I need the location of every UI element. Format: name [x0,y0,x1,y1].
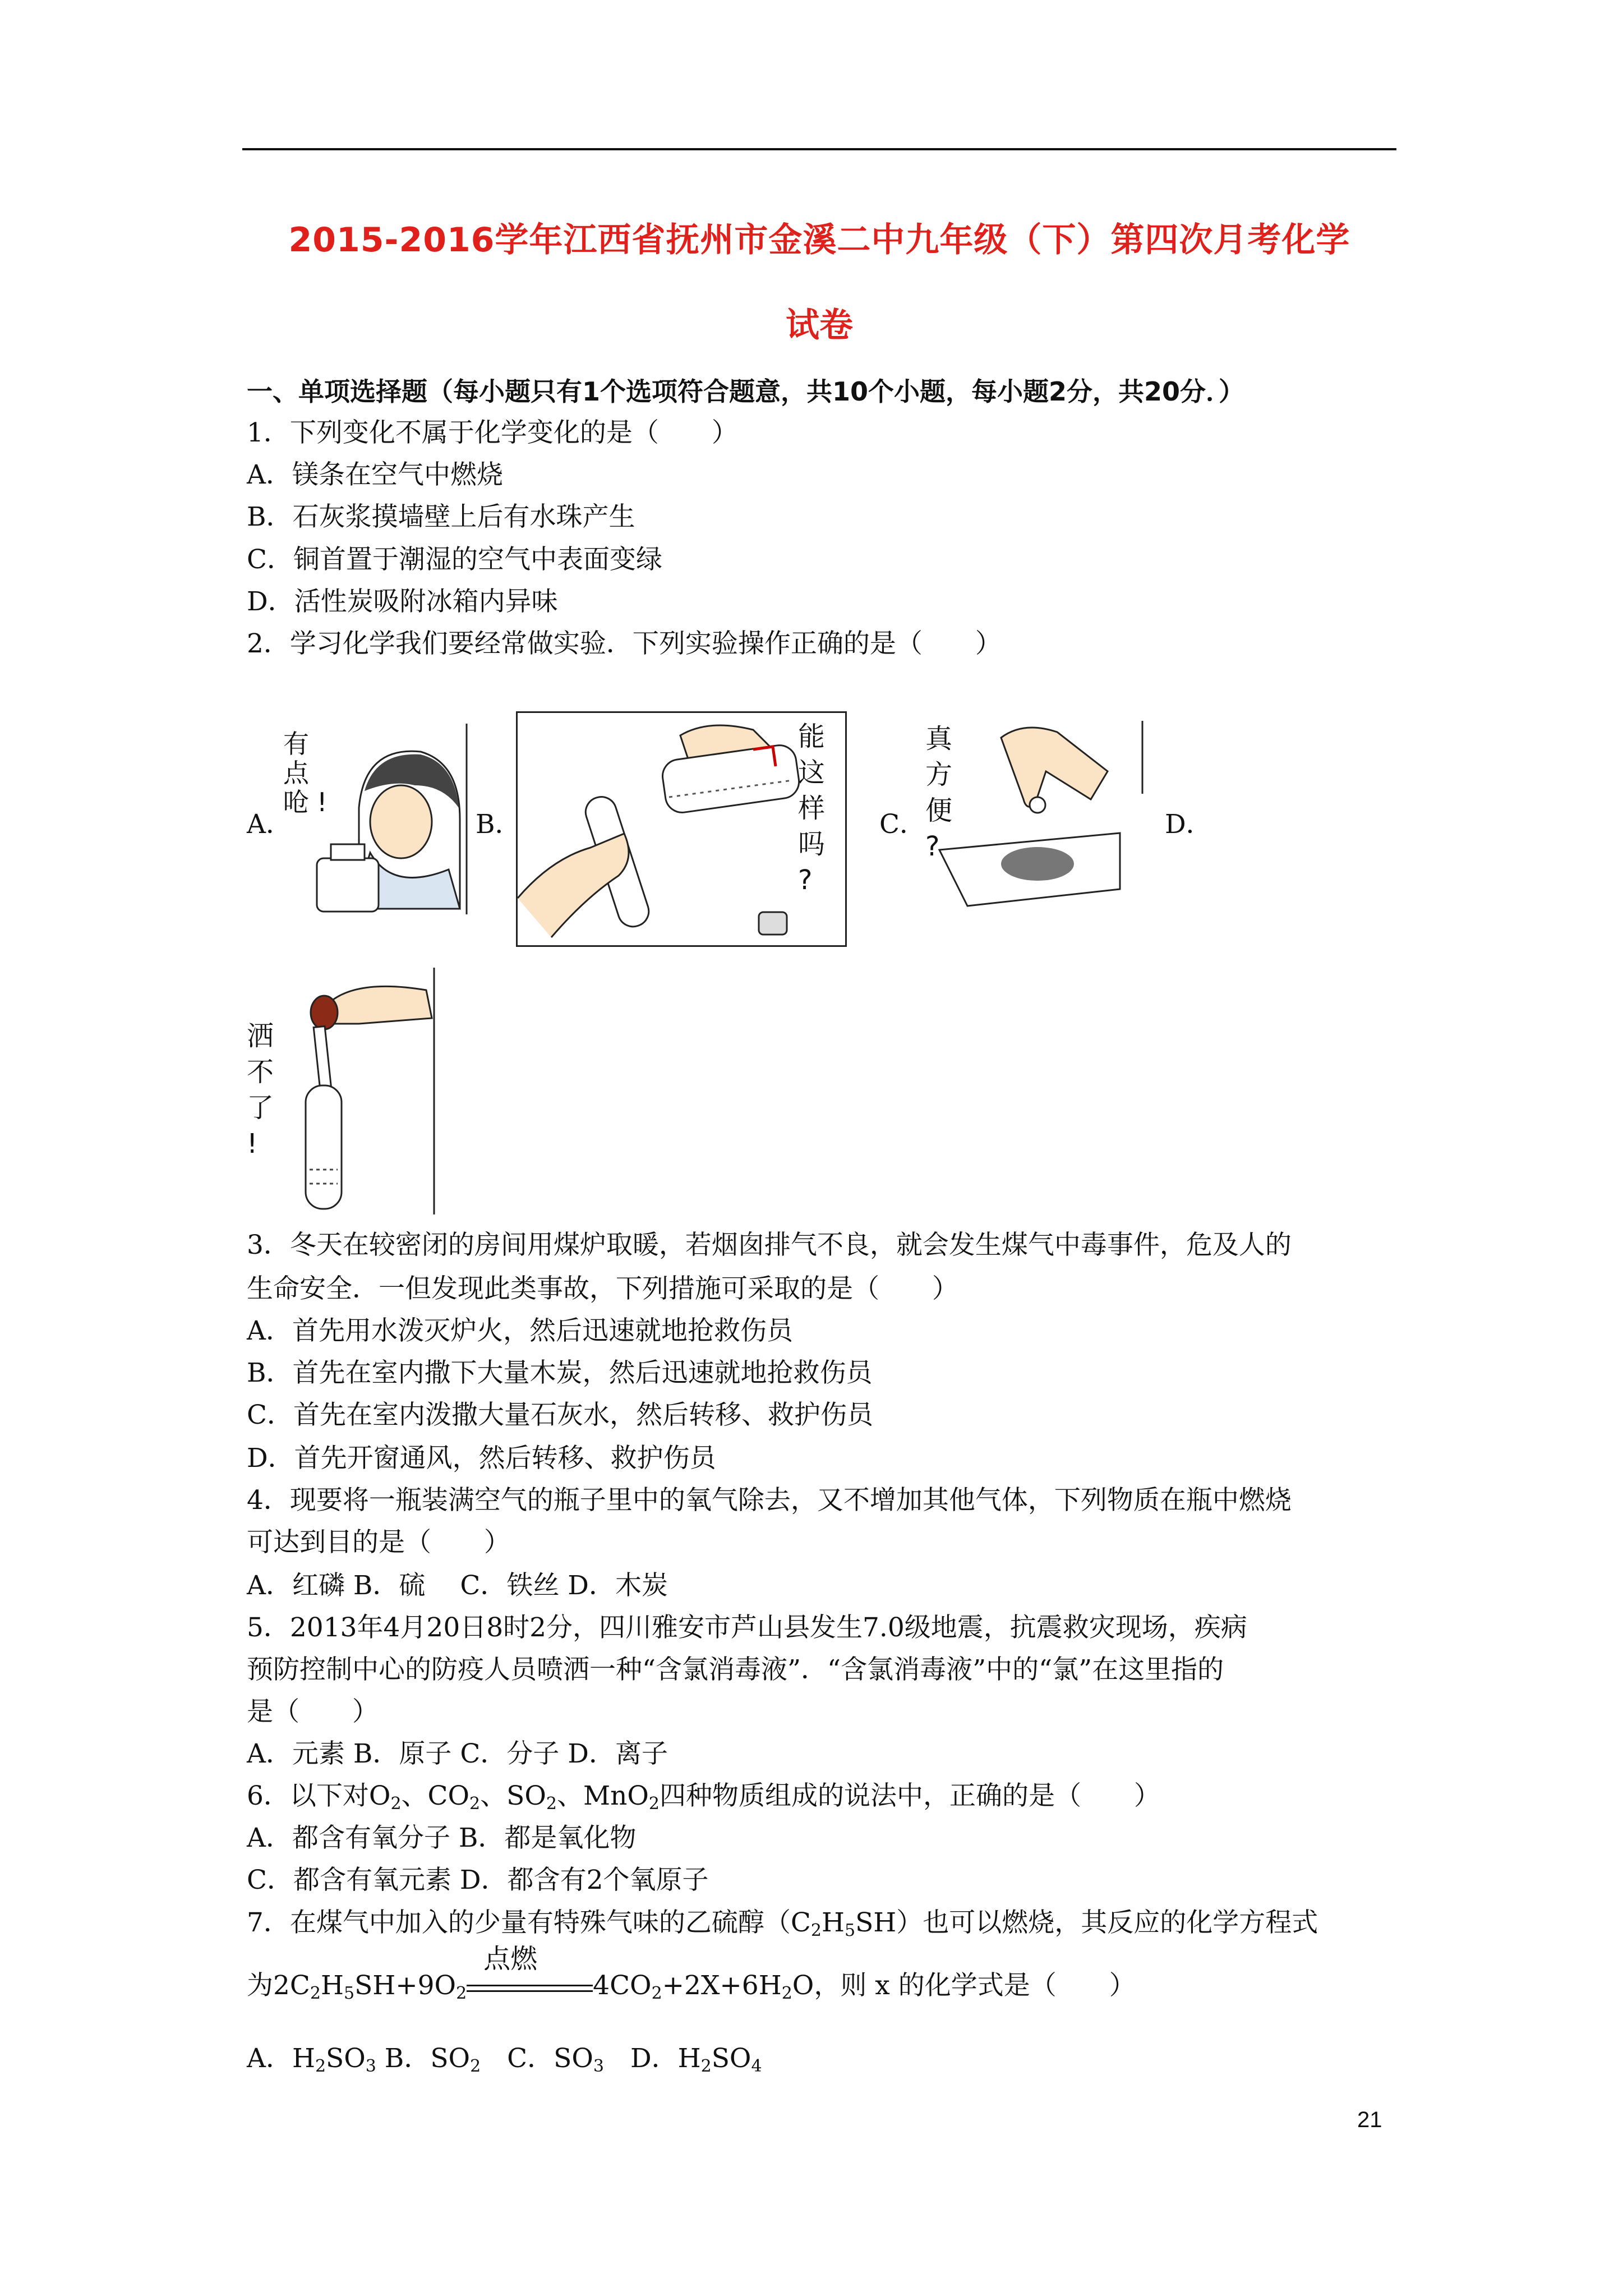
exam-title-line2: 试卷 [786,306,853,345]
fig-c-char: 便 [925,795,953,826]
q7-options: A．$H_2SO_3$ B．$SO_2$ C．$SO_3$ D．$H_2SO_4$ [247,2043,762,2076]
q1-stem: 1．下列变化不属于化学变化的是（ ） [247,417,738,448]
q5-options: A．元素 B．原子 C．分子 D．离子 [247,1738,668,1769]
fig-b-char: ? [798,864,813,896]
q1-option-c: C．铜首置于潮湿的空气中表面变绿 [247,544,662,575]
q1-option-a: A．镁条在空气中燃烧 [247,459,503,490]
smelling-illustration [280,724,471,914]
q7-stem: 7．在煤气中加入的少量有特殊气味的乙硫醇$(C_2H_5SH)$也可以燃烧，其反应的化学方程式 [247,1907,1318,1940]
pouring-illustration [518,713,845,945]
q2-stem: 2．学习化学我们要经常做实验．下列实验操作正确的是（ ） [247,628,1002,659]
fig-d-char: 不 [247,1056,274,1088]
reaction-condition: 点燃 [467,1969,593,2003]
q2-label-c: C． [879,809,926,840]
fig-d-char: 了 [247,1092,274,1124]
page-number: 21 [1357,2108,1382,2132]
fig-d-char: ! [247,1128,258,1159]
fig-a-char: 有 [283,729,309,759]
fig-b-char: 样 [798,793,826,824]
q1-option-b: B．石灰浆摸墙壁上后有水珠产生 [247,501,635,532]
q3-option-c: C．首先在室内泼撒大量石灰水，然后转移、救护伤员 [247,1400,873,1430]
fig-d-char: 洒 [247,1020,274,1052]
q4-stem-line2: 可达到目的是（ ） [247,1527,510,1558]
powder-by-hand-illustration [923,721,1144,912]
q2-figure-c [923,721,1144,912]
q2-figure-b [516,711,847,947]
q6-stem: 6．以下对$O_2$、$CO_2$、$SO_2$、MnO$_2$四种物质组成的说法中，正确的是（ ） [247,1780,1160,1814]
q2-label-d: D． [1165,809,1212,840]
q6-options-ab: A．都含有氧分子 B．都是氧化物 [247,1823,637,1853]
fig-a-char: 点 [283,758,309,788]
q5-stem-line1: 5．2013年4月20日8时2分，四川雅安市芦山县发生7.0级地震，抗震救灾现场，疾病 [247,1612,1247,1643]
q3-option-a: A．首先用水泼灭炉火，然后迅速就地抢救伤员 [247,1315,793,1346]
q4-options: A．红磷 B．硫 C．铁丝 D．木炭 [247,1570,668,1601]
dropper-illustration [247,968,437,1214]
header-rule [242,148,1396,150]
q5-stem-line3: 是（ ） [247,1696,379,1727]
exam-title-line1: 2015-2016学年江西省抚州市金溪二中九年级（下）第四次月考化学 [288,220,1350,260]
q4-stem-line1: 4．现要将一瓶装满空气的瓶子里中的氧气除去，又不增加其他气体，下列物质在瓶中燃烧 [247,1485,1292,1516]
q1-option-d: D．活性炭吸附冰箱内异味 [247,586,558,617]
q7-equation: 为$2C_2H_5SH+9O_2$ 点燃 $4CO_2+2X+6H_2O$，则 x 的化学式是（ ） [247,1943,1136,2003]
q2-figure-d [247,968,437,1214]
q3-stem-line1: 3．冬天在较密闭的房间用煤炉取暖，若烟囱排气不良，就会发生煤气中毒事件，危及人的 [247,1230,1292,1260]
fig-b-char: 这 [798,757,826,788]
q3-stem-line2: 生命安全．一但发现此类事故，下列措施可采取的是（ ） [247,1273,958,1304]
q2-figure-a [280,724,471,914]
q6-options-cd: C．都含有氧元素 D．都含有2个氧原子 [247,1865,709,1895]
q5-stem-line2: 预防控制中心的防疫人员喷洒一种“含氯消毒液”．“含氯消毒液”中的“氯”在这里指的 [247,1654,1224,1685]
q3-option-b: B．首先在室内撒下大量木炭，然后迅速就地抢救伤员 [247,1358,873,1388]
q3-option-d: D．首先开窗通风，然后转移、救护伤员 [247,1443,716,1474]
fig-c-char: ? [925,831,940,862]
fig-a-char: ! [317,787,328,817]
q2-label-a: A． [247,809,292,840]
fig-a-char: 呛 [283,787,309,817]
fig-b-char: 能 [798,721,826,752]
section-heading: 一、单项选择题（每小题只有1个选项符合题意，共10个小题，每小题2分，共20分．） [247,376,1245,407]
fig-c-char: 方 [925,759,953,790]
fig-c-char: 真 [925,723,953,754]
fig-b-char: 吗 [798,829,826,860]
q2-label-b: B． [476,809,522,840]
